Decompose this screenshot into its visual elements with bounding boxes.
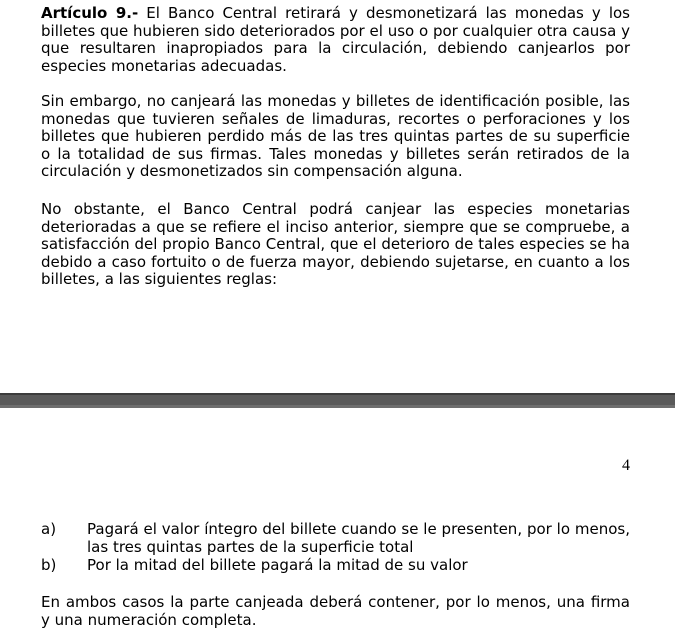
rule-item-a — [41, 521, 630, 556]
paragraph-exchange-conditions: No obstante, el Banco Central podrá canjear las especies monetarias deterioradas a que se refiere el inciso anterior, siempre que se compruebe, a satisfacción del propio Banco Central, que el deterioro de tales especies se ha debido a caso fortuito o de fuerza mayor, debiendo sujetarse, en cuanto a los billetes, a las siguientes reglas: — [41, 200, 630, 288]
rule-marker: a) — [41, 520, 57, 538]
rule-text: Pagará el valor íntegro del billete cuando se le presenten, por lo menos, las tres quintas partes de la superficie total — [87, 520, 630, 556]
article-body: El Banco Central retirará y desmonetizará las monedas y los billetes que hubieren sido deteriorados por el uso o por cualquier otra causa y que resultaren inapropiados para la circulación, debiendo canjearlos por especies monetarias adecuadas. — [41, 4, 630, 75]
article-paragraph — [41, 5, 630, 75]
closing-paragraph: En ambos casos la parte canjeada deberá contener, por lo menos, una firma y una numeración completa. — [41, 593, 630, 629]
rule-text: Por la mitad del billete pagará la mitad de su valor — [87, 556, 468, 574]
article-heading: Artículo 9.- — [41, 4, 139, 22]
page-number: 4 — [622, 457, 630, 474]
rule-marker: b) — [41, 556, 57, 574]
paragraph-exception: Sin embargo, no canjeará las monedas y billetes de identificación posible, las monedas que tuvieren señales de limaduras, recortes o perforaciones y los billetes que hubieren perdido más de las tres quintas partes de su superficie o la totalidad de sus firmas. Tales monedas y billetes serán retirados de la circulación y desmonetizados sin compensación alguna. — [41, 92, 630, 180]
rule-item-b — [41, 557, 630, 575]
page-break-divider — [0, 393, 675, 408]
